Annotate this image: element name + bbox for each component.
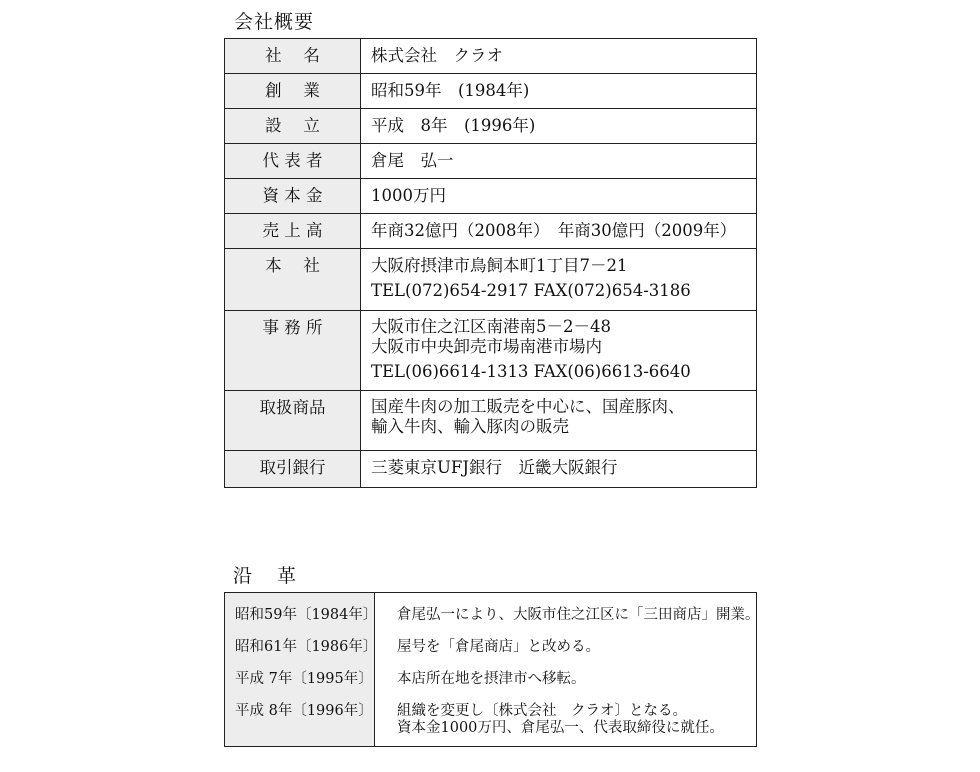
history-date-1984: 昭和59年〔1984年〕 [235, 607, 378, 623]
history-text-1995: 本店所在地を摂津市へ移転。 [397, 671, 586, 687]
profile-row-founded [225, 74, 757, 109]
value-products-line-2: 輸入牛肉、輸入豚肉の販売 [371, 417, 569, 436]
label-established: 設 立 [265, 116, 320, 135]
value-head-office-address: 大阪府摂津市鳥飼本町1丁目7－21 [371, 256, 628, 275]
history-text-1996-line-1: 組織を変更し〔株式会社 クラオ〕となる。 [397, 703, 687, 719]
history-date-1995: 平成 7年〔1995年〕 [235, 671, 373, 687]
value-head-office-phone: TEL(072)654-2917 FAX(072)654-3186 [371, 281, 691, 300]
value-office-address: 大阪市住之江区南港南5－2－48 [371, 317, 611, 336]
value-company-name: 株式会社 クラオ [371, 46, 503, 65]
profile-row-sales [225, 214, 757, 249]
label-sales: 売 上 高 [262, 221, 323, 240]
label-company-name: 社 名 [265, 46, 320, 65]
profile-row-established [225, 109, 757, 144]
history-text-1986: 屋号を「倉尾商店」と改める。 [397, 639, 600, 655]
value-sales: 年商32億円（2008年） 年商30億円（2009年） [371, 221, 737, 240]
label-banks: 取引銀行 [259, 458, 326, 477]
history-date-1986: 昭和61年〔1986年〕 [235, 639, 378, 655]
profile-row-office [225, 311, 757, 391]
label-capital: 資 本 金 [262, 186, 323, 205]
profile-row-capital [225, 179, 757, 214]
history-heading: 沿 革 [233, 565, 297, 587]
value-representative: 倉尾 弘一 [371, 151, 454, 170]
label-head-office: 本 社 [265, 256, 320, 275]
profile-row-banks [225, 451, 757, 488]
label-representative: 代 表 者 [262, 151, 323, 170]
value-established: 平成 8年 (1996年) [371, 116, 536, 135]
history-date-1996: 平成 8年〔1996年〕 [235, 703, 373, 719]
company-profile-heading: 会社概要 [234, 11, 315, 33]
profile-row-company-name [225, 39, 757, 74]
profile-row-head-office [225, 249, 757, 311]
value-capital: 1000万円 [371, 186, 446, 205]
value-products-line-1: 国産牛肉の加工販売を中心に、国産豚肉、 [371, 397, 685, 416]
profile-row-products [225, 391, 757, 451]
history-text-1996-line-2: 資本金1000万円、倉尾弘一、代表取締役に就任。 [397, 720, 724, 736]
label-office: 事 務 所 [262, 318, 323, 337]
history-table [224, 592, 760, 747]
value-office-market: 大阪市中央卸売市場南港市場内 [371, 337, 602, 356]
profile-row-representative [225, 144, 757, 179]
value-banks: 三菱東京UFJ銀行 近畿大阪銀行 [371, 458, 618, 477]
value-founded: 昭和59年 (1984年) [371, 81, 530, 100]
label-products: 取扱商品 [259, 398, 326, 417]
value-office-phone: TEL(06)6614-1313 FAX(06)6613-6640 [371, 362, 691, 381]
history-text-1984: 倉尾弘一により、大阪市住之江区に「三田商店」開業。 [397, 607, 760, 623]
company-profile-table [224, 38, 757, 488]
label-founded: 創 業 [265, 81, 320, 100]
